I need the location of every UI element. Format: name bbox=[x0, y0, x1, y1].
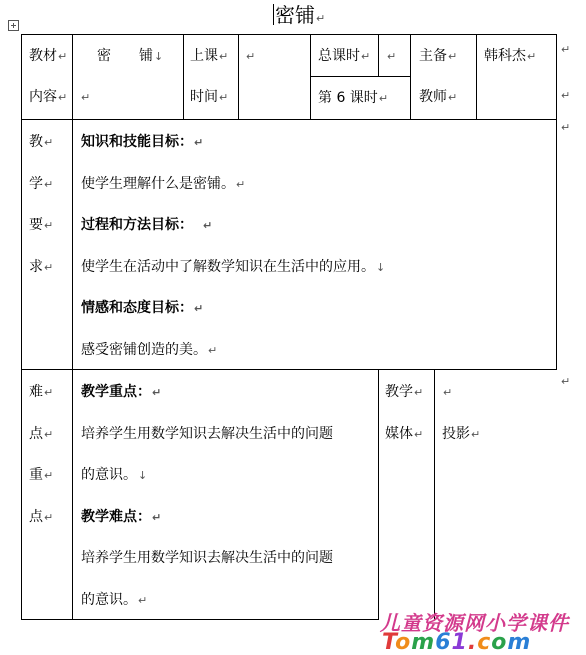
row-end-mark: ↵ bbox=[561, 89, 571, 102]
header-label-textbook: 教材↵ bbox=[29, 48, 68, 64]
table-border-right bbox=[556, 34, 557, 370]
total-lessons-value[interactable]: ↵ bbox=[387, 50, 397, 63]
header-label-total-lessons: 总课时↵ bbox=[318, 48, 371, 64]
emotion-heading: 情感和态度目标：↵ bbox=[81, 300, 204, 316]
class-time-value[interactable]: ↵ bbox=[246, 50, 256, 63]
text-cursor bbox=[273, 4, 274, 25]
table-border-req-bottom bbox=[21, 369, 557, 370]
header-label-class: 上课↵ bbox=[190, 48, 229, 64]
col-divider-7 bbox=[476, 34, 477, 120]
difficulty-text-line-2: 的意识。↵ bbox=[81, 592, 148, 608]
header-content-value: 密 铺↓ bbox=[97, 48, 164, 64]
col-divider-3 bbox=[238, 34, 239, 120]
difficulty-heading: 教学难点：↵ bbox=[81, 509, 162, 525]
row-end-mark: ↵ bbox=[561, 375, 571, 388]
table-border-left bbox=[21, 34, 22, 620]
table-border-bottom bbox=[21, 619, 379, 620]
req-label-char: 教↵ bbox=[29, 134, 54, 150]
difficulty-text-line-1: 培养学生用数学知识去解决生活中的问题 bbox=[81, 550, 333, 566]
teacher-name: 韩科杰↵ bbox=[484, 48, 537, 64]
process-text: 使学生在活动中了解数学知识在生活中的应用。↓ bbox=[81, 259, 386, 275]
table-border-header-mid bbox=[310, 76, 410, 77]
header-label-time: 时间↵ bbox=[190, 89, 229, 105]
col-divider-4 bbox=[310, 34, 311, 120]
document-title bbox=[275, 5, 325, 25]
lesson-number: 第 6 课时↵ bbox=[318, 90, 389, 106]
req-label-char: 求↵ bbox=[29, 259, 54, 275]
col-divider-5 bbox=[378, 34, 379, 77]
key-label-char: 点↵ bbox=[29, 509, 54, 525]
req-label-char: 学↵ bbox=[29, 176, 54, 192]
col-divider-1 bbox=[72, 34, 73, 620]
emotion-text: 感受密铺创造的美。↵ bbox=[81, 342, 218, 358]
process-heading: 过程和方法目标： ↵ bbox=[81, 217, 213, 233]
col-divider-2 bbox=[183, 34, 184, 120]
col-divider-media-1 bbox=[378, 369, 379, 620]
key-label-char: 重↵ bbox=[29, 467, 54, 483]
key-label-char: 点↵ bbox=[29, 426, 54, 442]
col-divider-6 bbox=[410, 34, 411, 120]
media-label-2: 媒体↵ bbox=[385, 426, 424, 442]
paragraph-mark: ↵ bbox=[443, 386, 453, 399]
row-end-mark: ↵ bbox=[561, 43, 571, 56]
header-label-teacher: 教师↵ bbox=[419, 89, 458, 105]
paragraph-mark: ↵ bbox=[81, 91, 91, 104]
focus-heading: 教学重点：↵ bbox=[81, 384, 162, 400]
col-divider-media-2 bbox=[434, 369, 435, 620]
paragraph-mark: ↵ bbox=[316, 12, 326, 25]
focus-text-line-2: 的意识。↓ bbox=[81, 467, 148, 483]
key-label-char: 难↵ bbox=[29, 384, 54, 400]
media-value: 投影↵ bbox=[442, 426, 481, 442]
watermark-logo: Tom61.com bbox=[382, 630, 532, 655]
row-end-mark: ↵ bbox=[561, 121, 571, 134]
watermark-site-name: 儿童资源网小学课件 bbox=[380, 611, 569, 635]
header-label-content: 内容↵ bbox=[29, 89, 68, 105]
req-label-char: 要↵ bbox=[29, 217, 54, 233]
table-move-handle-icon[interactable] bbox=[8, 20, 19, 31]
header-label-lead: 主备↵ bbox=[419, 48, 458, 64]
knowledge-text: 使学生理解什么是密铺。↵ bbox=[81, 176, 246, 192]
knowledge-heading: 知识和技能目标：↵ bbox=[81, 134, 204, 150]
focus-text-line-1: 培养学生用数学知识去解决生活中的问题 bbox=[81, 426, 333, 442]
media-label-1: 教学↵ bbox=[385, 384, 424, 400]
title-text: 密铺 bbox=[275, 3, 315, 27]
